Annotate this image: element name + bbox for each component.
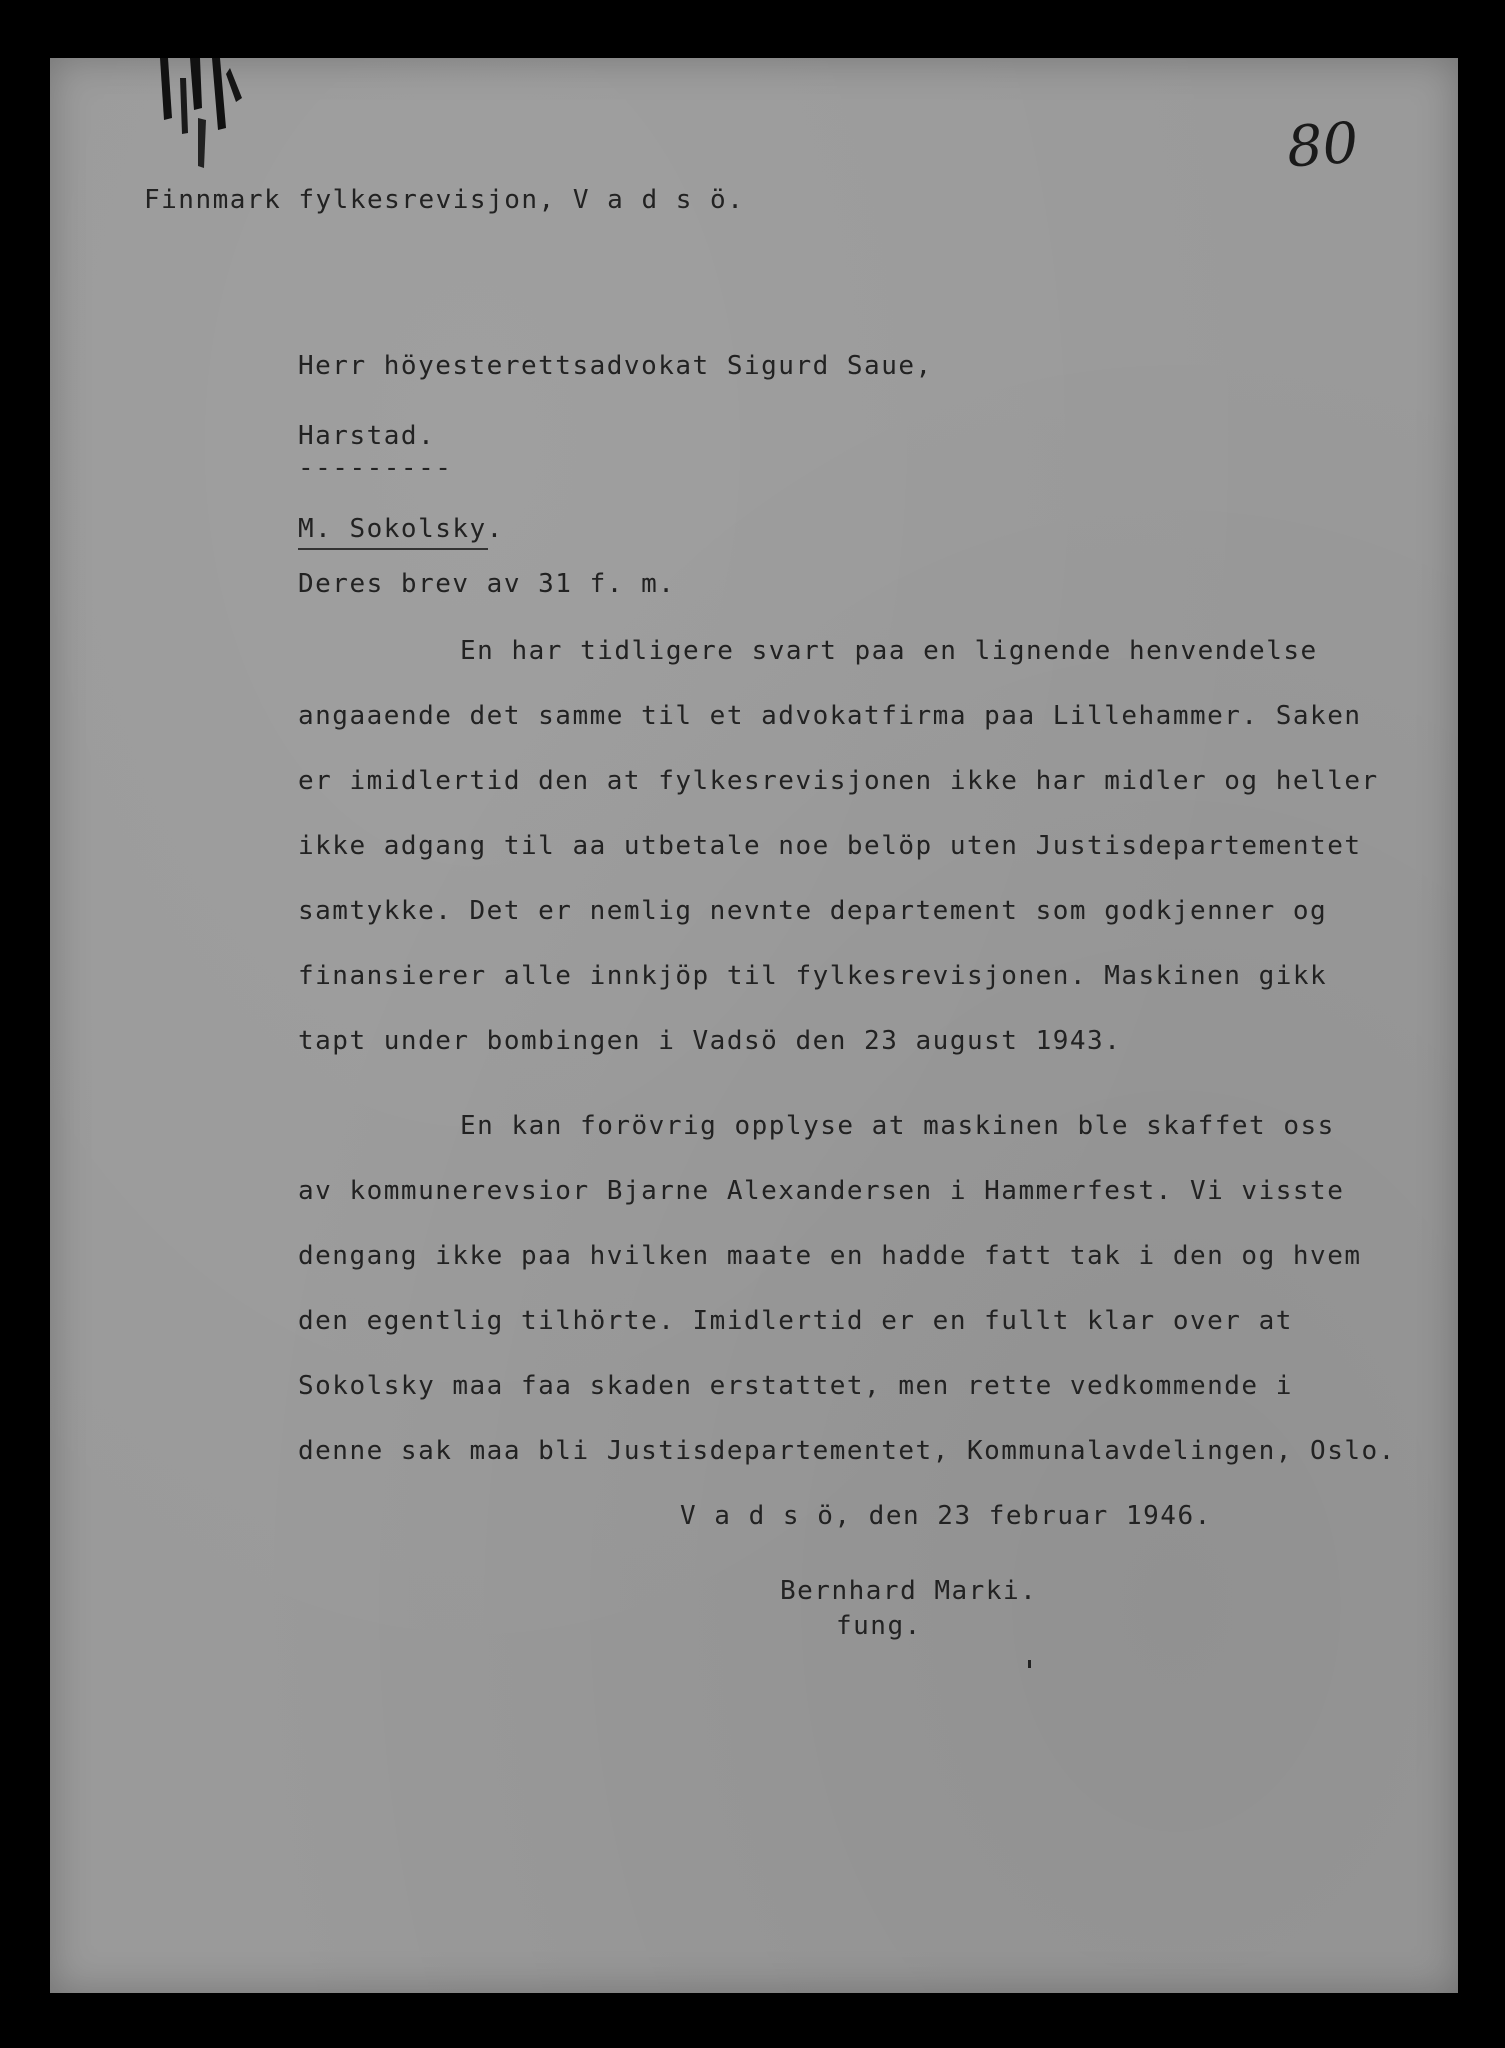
subject-line: M. Sokolsky. [298,514,504,544]
page-number: 80 [1284,110,1361,181]
ink-speck [1028,1660,1031,1668]
body-line: ikke adgang til aa utbetale noe belöp uten Justisdepartementet [298,831,1362,861]
body-line: En har tidligere svart paa en lignende henvendelse [460,636,1318,666]
ink-smudge [150,58,260,178]
body-line: den egentlig tilhörte. Imidlertid er en fullt klar over at [298,1306,1293,1336]
addressee-line: Herr höyesterettsadvokat Sigurd Saue, [298,351,933,381]
body-line: dengang ikke paa hvilken maate en hadde fatt tak i den og hvem [298,1241,1362,1271]
reference-line: Deres brev av 31 f. m. [298,569,676,599]
addressee-city: Harstad. [298,421,436,451]
body-line: denne sak maa bli Justisdepartementet, Kommunalavdelingen, Oslo. [298,1436,1396,1466]
city-underline: --------- [298,453,453,483]
sender-line: Finnmark fylkesrevisjon, V a d s ö. [144,185,745,215]
signature-name: Bernhard Marki. [780,1576,1038,1606]
subject-underline [298,548,488,550]
body-line: angaaende det samme til et advokatfirma paa Lillehammer. Saken [298,701,1362,731]
body-line: er imidlertid den at fylkesrevisjonen ikke har midler og heller [298,766,1379,796]
signature-title: fung. [836,1611,922,1641]
body-line: samtykke. Det er nemlig nevnte departement som godkjenner og [298,896,1328,926]
letter-sheet [50,58,1458,1993]
date-line: V a d s ö, den 23 februar 1946. [680,1501,1212,1531]
body-line: tapt under bombingen i Vadsö den 23 august 1943. [298,1026,1122,1056]
body-line: En kan forövrig opplyse at maskinen ble skaffet oss [460,1111,1335,1141]
body-line: av kommunerevsior Bjarne Alexandersen i Hammerfest. Vi visste [298,1176,1345,1206]
body-line: Sokolsky maa faa skaden erstattet, men rette vedkommende i [298,1371,1293,1401]
body-line: finansierer alle innkjöp til fylkesrevisjonen. Maskinen gikk [298,961,1328,991]
